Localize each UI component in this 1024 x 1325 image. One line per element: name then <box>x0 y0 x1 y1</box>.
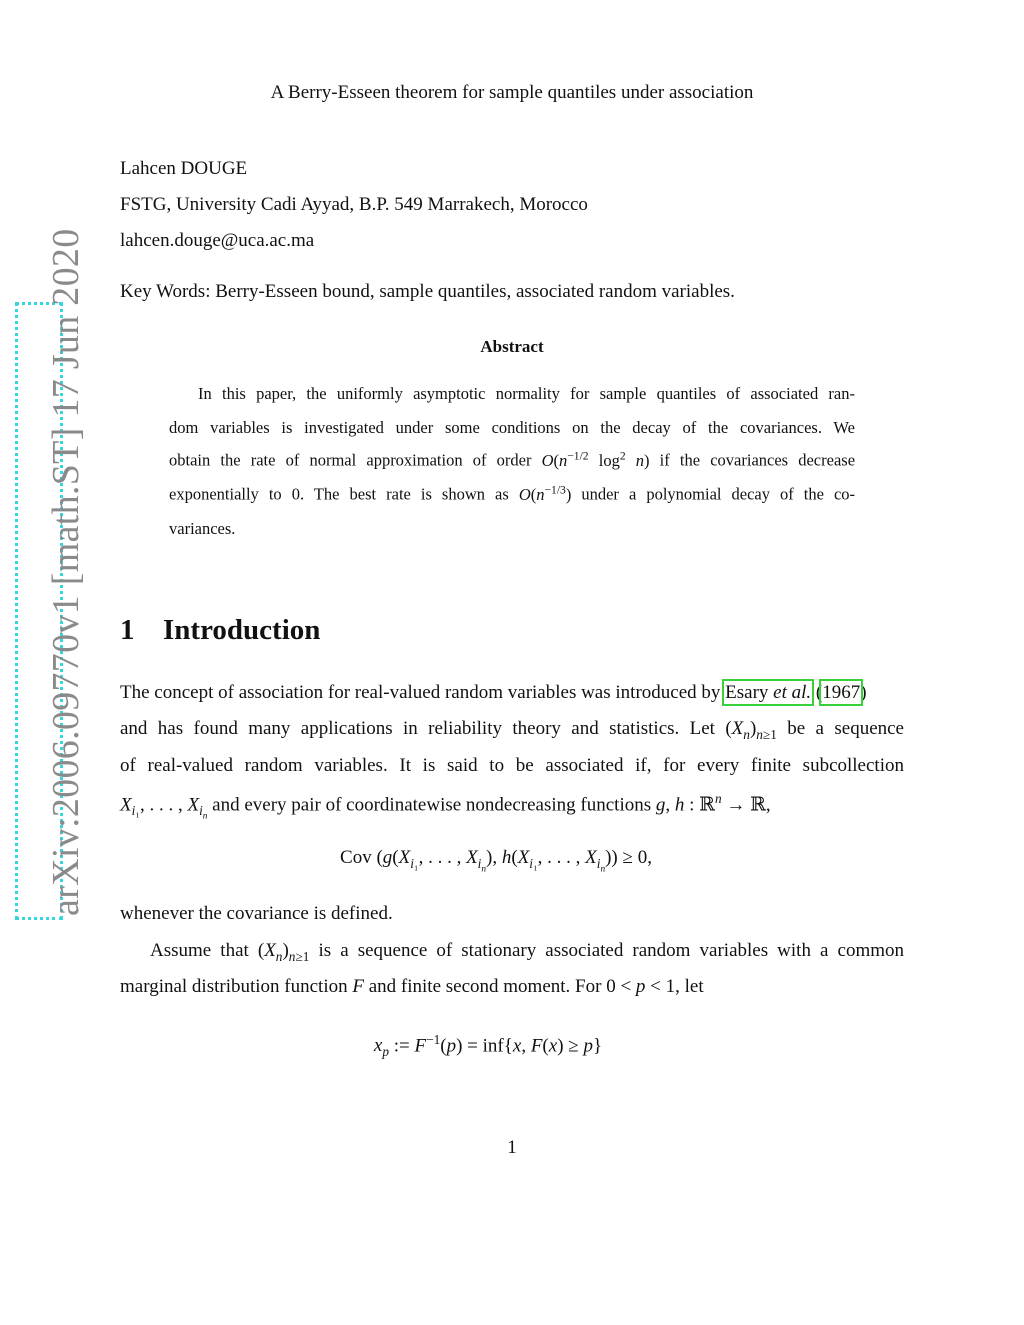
intro-line-5: whenever the covariance is defined. <box>120 903 393 924</box>
intro-line-1: The concept of association for real-valued random variables was introduced by Esary et al. (1967) <box>120 682 867 703</box>
equation-quantile: $x_p$ := $F^{-1}(p) = inf\{x$, F(x) ≥ p} <box>373 1032 603 1060</box>
abstract-line-2: dom variables is investigated under some conditions on the decay of the covariances. We <box>169 418 855 437</box>
author-email[interactable]: lahcen.douge@uca.ac.ma <box>120 230 315 251</box>
abstract-heading: Abstract <box>480 337 544 356</box>
intro-line-3: of real-valued random variables. It is said to be associated if, for every finite subcollection <box>120 755 904 776</box>
abstract-line-3: obtain the rate of normal approximation of order $O(n^{-1/2}$ $\log^2 n$) if the covariances decrease <box>169 450 856 470</box>
section-number: 1 <box>120 614 135 646</box>
abstract-line-5: variances. <box>169 519 236 538</box>
intro-line-4: $X_{i_1}$, . . . , $X_{i_n}$ and every pair of coordinatewise nondecreasing functions g, h : ℝ$^n$ → ℝ, <box>120 791 771 822</box>
keywords: Key Words: Berry-Esseen bound, sample quantiles, associated random variables. <box>120 281 735 302</box>
arxiv-identifier: arXiv:2006.09770v1 [math.ST] 17 Jun 2020 <box>45 228 87 916</box>
page-number: 1 <box>507 1137 517 1158</box>
section-title: Introduction <box>163 614 321 646</box>
intro-line-6: Assume that $(X_n)_{n\ge 1}$ is a sequence of stationary associated random variables with a common <box>150 940 905 964</box>
citation-author-link[interactable]: Esary et al. <box>725 682 812 703</box>
section-heading <box>120 614 320 647</box>
abstract-line-1: In this paper, the uniformly asymptotic normality for sample quantiles of associated ran- <box>198 384 855 403</box>
author-name: Lahcen DOUGE <box>120 158 248 179</box>
intro-line-7: marginal distribution function F and finite second moment. For 0 < p < 1, let <box>120 976 704 997</box>
formula-rate-poly: $O(n^{-1/3})$ <box>518 484 572 504</box>
formula-rate-exp: $O(n^{-1/2}$ $\log^2 n$) <box>541 450 650 470</box>
abstract-line-4: exponentially to 0. The best rate is shown as $O(n^{-1/3})$ under a polynomial decay of the co- <box>169 484 856 504</box>
author-affiliation: FSTG, University Cadi Ayyad, B.P. 549 Marrakech, Morocco <box>120 194 588 215</box>
intro-line-2: and has found many applications in reliability theory and statistics. Let $(X_n)_{n\ge 1}$ be a sequence <box>120 718 904 742</box>
equation-covariance: Cov ($g(X_{i_1}$, . . . , $X_{i_n}$), $h(X_{i_1}$, . . . , $X_{i_n})) \ge 0$, <box>340 847 652 875</box>
paper-title: A Berry-Esseen theorem for sample quantiles under association <box>270 82 754 103</box>
citation-year-link[interactable]: 1967 <box>822 682 861 703</box>
